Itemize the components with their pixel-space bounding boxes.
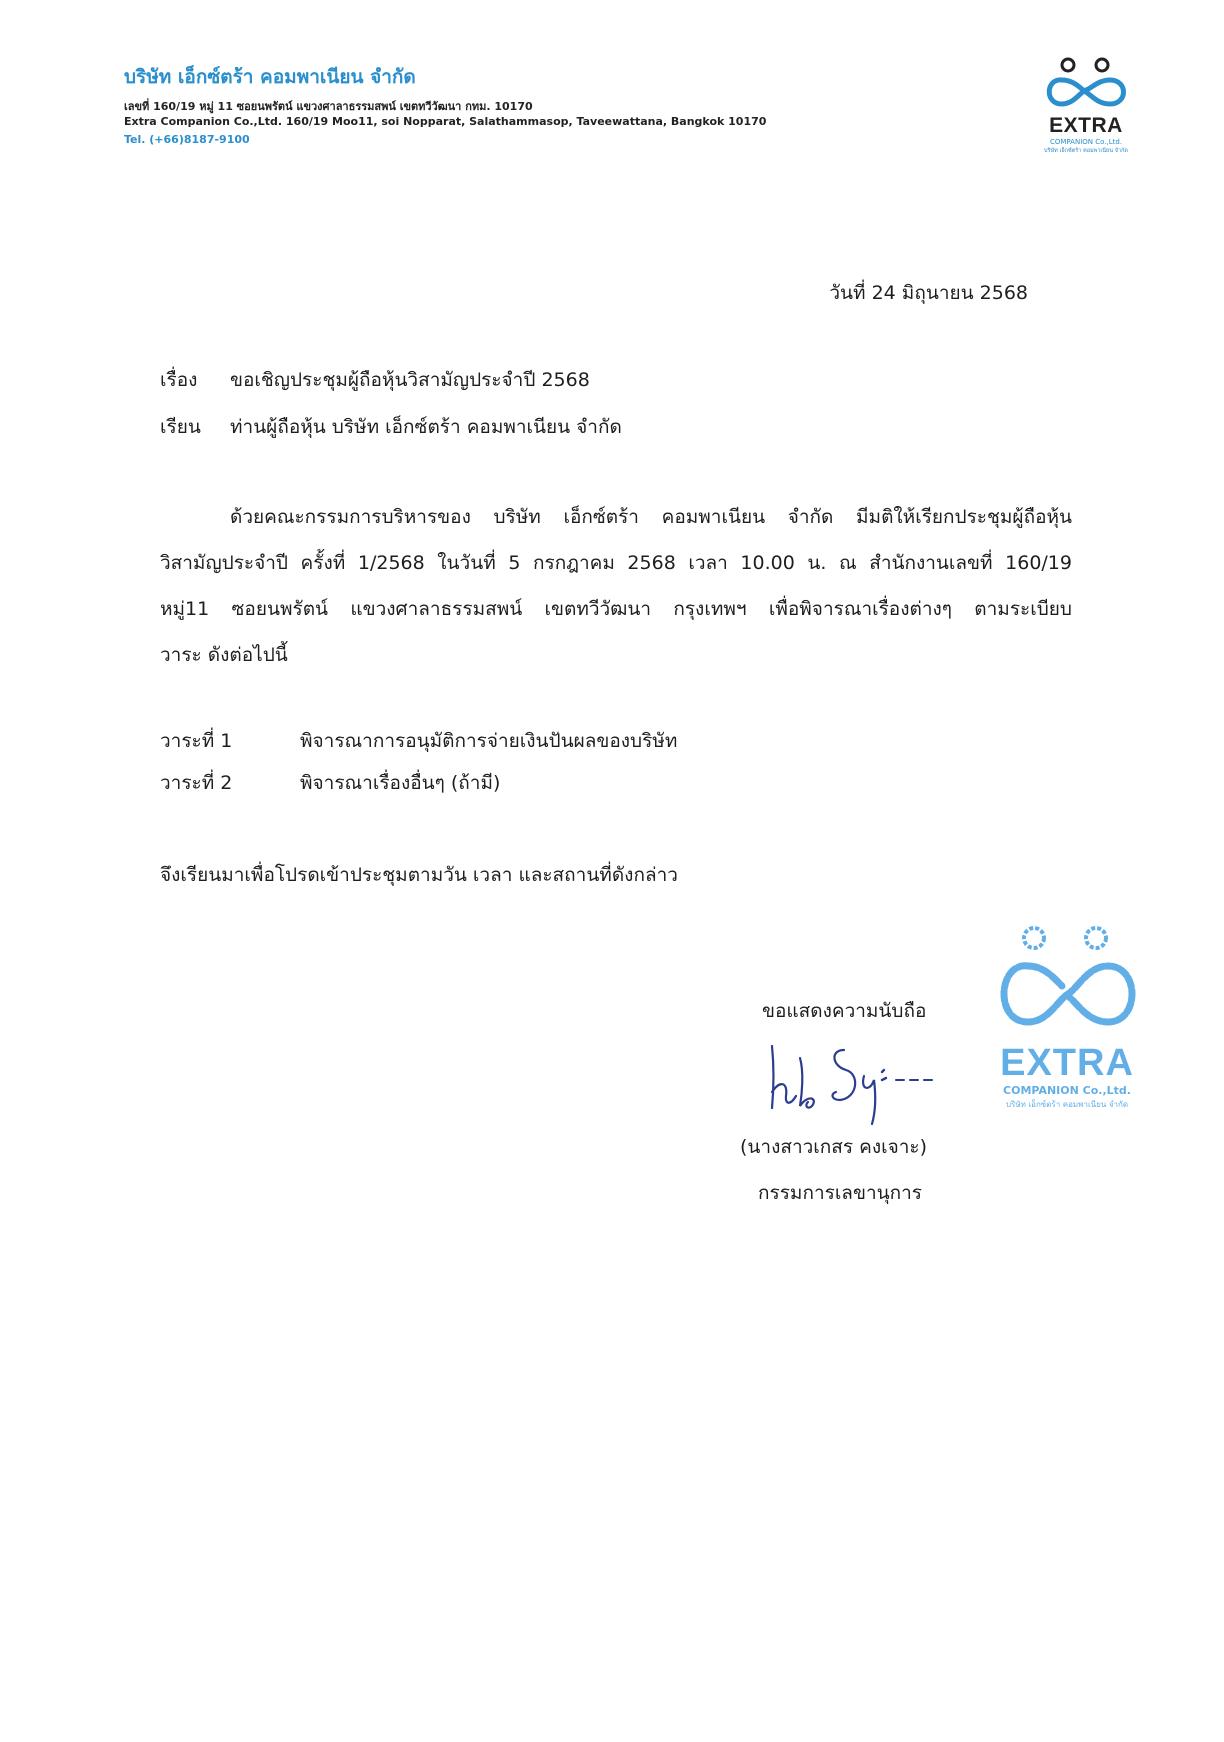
agenda-label: วาระที่ 2 <box>160 772 233 794</box>
company-address-th: เลขที่ 160/19 หมู่ 11 ซอยนพรัตน์ แขวงศาลาธรรมสพน์ เขตทวีวัฒนา กทม. 10170 <box>124 100 533 113</box>
company-stamp <box>984 922 1150 1118</box>
signer-title: กรรมการเลขานุการ <box>758 1182 922 1204</box>
subject-label: เรื่อง <box>160 369 198 391</box>
handwritten-signature-icon <box>760 1036 950 1126</box>
signer-name: (นางสาวเกสร คงเจาะ) <box>740 1136 928 1158</box>
logo-subtitle: COMPANION Co.,Ltd. <box>1049 138 1123 146</box>
logo-wordmark: EXTRA <box>1049 114 1123 137</box>
body-line: หมู่11 ซอยนพรัตน์ แขวงศาลาธรรมสพน์ เขตทวีวัฒนา กรุงเทพฯ เพื่อพิจารณาเรื่องต่างๆ ตามระเบียบ <box>160 598 1072 620</box>
company-stamp-icon <box>984 922 1150 1042</box>
body-line: ด้วยคณะกรรมการบริหารของ บริษัท เอ็กซ์ตร้า คอมพาเนียน จำกัด มีมติให้เรียกประชุมผู้ถือหุ้น <box>230 506 1072 528</box>
company-logo <box>1032 56 1140 156</box>
letter-date: วันที่ 24 มิถุนายน 2568 <box>829 282 1028 304</box>
company-address-en: Extra Companion Co.,Ltd. 160/19 Moo11, soi Nopparat, Salathammasop, Taveewattana, Bangkok 10170 <box>124 115 767 128</box>
agenda-item: พิจารณาเรื่องอื่นๆ (ถ้ามี) <box>300 772 501 794</box>
regards-text: ขอแสดงความนับถือ <box>762 1000 927 1022</box>
stamp-subtitle: COMPANION Co.,Ltd. <box>1003 1084 1131 1097</box>
body-line: วาระ ดังต่อไปนี้ <box>160 644 288 666</box>
recipient-label: เรียน <box>160 416 201 438</box>
body-paragraph <box>160 494 1072 678</box>
recipient-text: ท่านผู้ถือหุ้น บริษัท เอ็กซ์ตร้า คอมพาเนียน จำกัด <box>230 416 622 438</box>
company-name-th: บริษัท เอ็กซ์ตร้า คอมพาเนียน จำกัด <box>124 66 416 88</box>
agenda-item: พิจารณาการอนุมัติการจ่ายเงินปันผลของบริษัท <box>300 730 678 752</box>
extra-companion-logo-icon <box>1032 56 1140 114</box>
agenda-label: วาระที่ 1 <box>160 730 233 752</box>
stamp-subtitle-th: บริษัท เอ็กซ์ตร้า คอมพาเนียน จำกัด <box>1005 1100 1129 1109</box>
subject-text: ขอเชิญประชุมผู้ถือหุ้นวิสามัญประจำปี 2568 <box>230 369 590 391</box>
company-telephone: Tel. (+66)8187-9100 <box>124 133 250 146</box>
stamp-wordmark: EXTRA <box>1000 1042 1134 1084</box>
closing-sentence: จึงเรียนมาเพื่อโปรดเข้าประชุมตามวัน เวลา และสถานที่ดังกล่าว <box>160 864 678 886</box>
signature <box>760 1036 950 1126</box>
body-line: วิสามัญประจำปี ครั้งที่ 1/2568 ในวันที่ 5 กรกฎาคม 2568 เวลา 10.00 น. ณ สำนักงานเลขที่ 160/19 <box>160 552 1072 574</box>
logo-subtitle-th: บริษัท เอ็กซ์ตร้า คอมพาเนียน จำกัด <box>1044 148 1128 154</box>
